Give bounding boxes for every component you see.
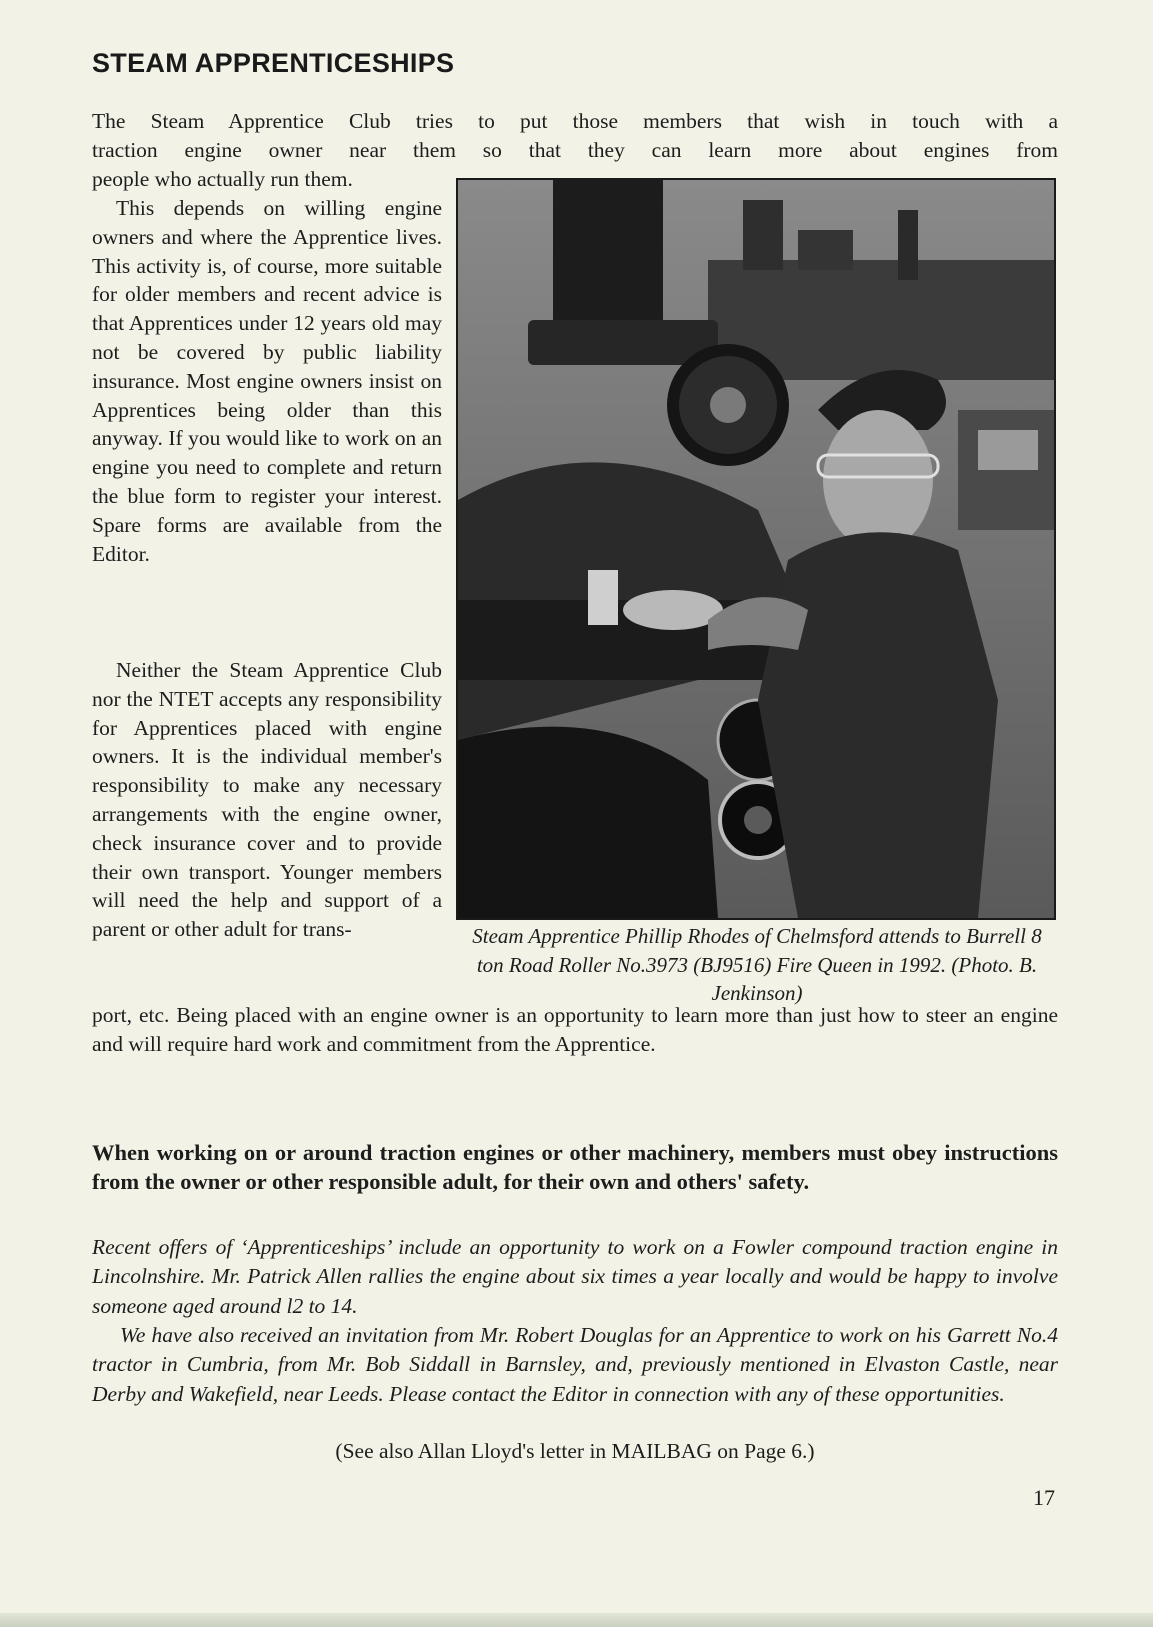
photo-apprentice-at-road-roller — [456, 178, 1056, 920]
intro-line-1: The Steam Apprentice Club tries to put those members that wish in touch with a — [92, 109, 1058, 133]
column-paragraph-1: This depends on willing engine owners and where the Apprentice lives. This activity is, of course, more suitable for older members and recent advice is that Apprentices under 12 years old may not be covered by public liability insurance. Most engine owners insist on Apprentices being older than this anyway. If you would like to work on an engine you need to complete and return the blue form to register your interest. Spare forms are available from the Editor. — [92, 196, 442, 566]
page-edge — [0, 1613, 1153, 1627]
paragraph-continuation: port, etc. Being placed with an engine owner is an opportunity to learn more than just how to steer an engine and will require hard work and commitment from the Apprentice. — [92, 1003, 1058, 1056]
safety-note: When working on or around traction engines or other machinery, members must obey instructions from the owner or other responsible adult, for their own and others' safety. — [92, 1140, 1058, 1194]
page-heading: STEAM APPRENTICESHIPS — [92, 48, 455, 78]
photo-caption: Steam Apprentice Phillip Rhodes of Chelmsford attends to Burrell 8 ton Road Roller No.3973 (BJ9516) Fire Queen in 1992. (Photo. B. Jenkinson) — [472, 924, 1042, 1005]
page-number: 17 — [1033, 1485, 1055, 1510]
offers-paragraph-1: Recent offers of ‘Apprenticeships’ include an opportunity to work on a Fowler compound traction engine in Lincolnshire. Mr. Patrick Allen rallies the engine about six times a year locally and would be happy to involve someone aged around l2 to 14. — [92, 1235, 1058, 1318]
offers-paragraph-2: We have also received an invitation from Mr. Robert Douglas for an Apprentice to work on his Garrett No.4 tractor in Cumbria, from Mr. Bob Siddall in Barnsley, and, previously mentioned in Elvaston Castle, near Derby and Wakefield, near Leeds. Please contact the Editor in connection with any of these opportunities. — [92, 1323, 1058, 1406]
see-also-note: (See also Allan Lloyd's letter in MAILBAG on Page 6.) — [335, 1439, 815, 1463]
intro-line-3: people who actually run them. — [92, 167, 353, 191]
column-paragraph-2: Neither the Steam Apprentice Club nor the NTET accepts any responsibility for Apprentices placed with engine owners. It is the individual member's responsibility to make any necessary arrangements with the engine owner, check insurance cover and to provide their own transport. Younger members will need the help and support of a parent or other adult for trans- — [92, 658, 442, 942]
intro-line-2: traction engine owner near them so that they can learn more about engines from — [92, 138, 1058, 162]
